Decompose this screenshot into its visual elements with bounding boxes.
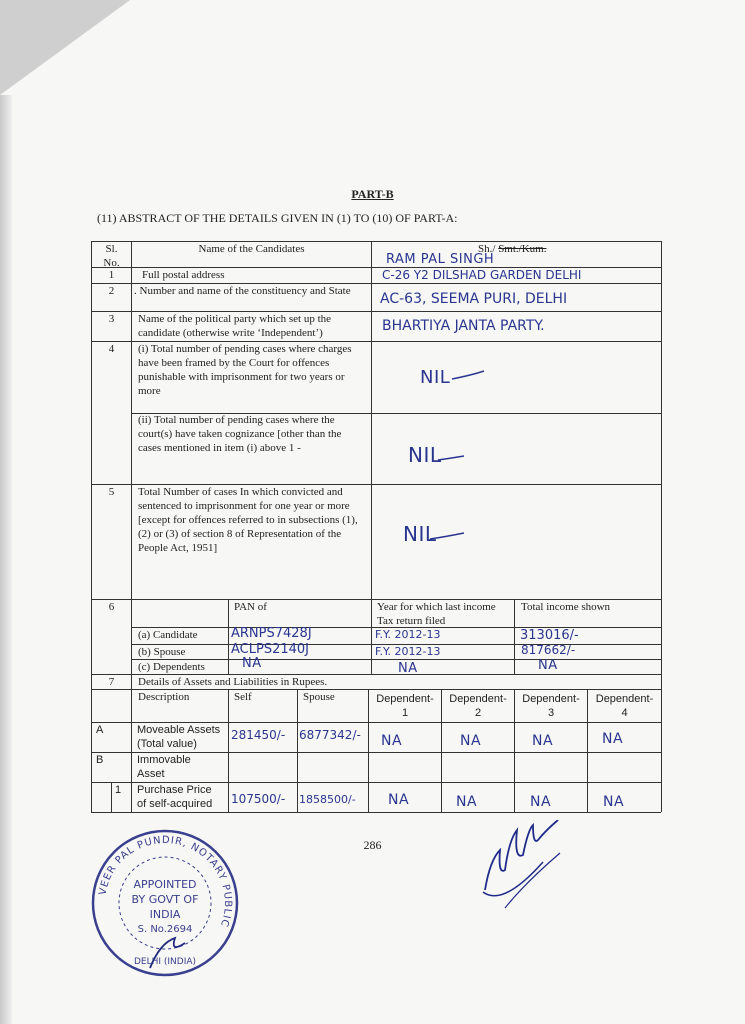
assets-col-dependent-2: Dependent- 2 bbox=[449, 693, 507, 719]
asset-row-description: Immovable Asset bbox=[137, 754, 191, 780]
svg-text:APPOINTED: APPOINTED bbox=[133, 878, 197, 891]
asset-row-subnumber: 1 bbox=[115, 784, 122, 796]
income-value: 817662/- bbox=[521, 643, 576, 657]
asset-row-description: Moveable Assets (Total value) bbox=[137, 724, 221, 750]
title-prefix: Sh./ Smt./Kum. bbox=[478, 243, 547, 255]
asset-value-self: 107500/- bbox=[231, 792, 286, 806]
row-label: (i) Total number of pending cases where charges have been framed by the Court for offences punishable with imprisonment for two years or more bbox=[138, 343, 352, 397]
assets-col-dependent-3: Dependent- 3 bbox=[522, 693, 580, 719]
part-title: PART-B bbox=[351, 187, 394, 201]
row-label: Full postal address bbox=[142, 269, 225, 281]
pan-row-label: (c) Dependents bbox=[138, 661, 205, 673]
pan-value: NA bbox=[242, 656, 262, 671]
row-number: 4 bbox=[108, 343, 115, 355]
pan-row-label: (a) Candidate bbox=[138, 629, 198, 641]
pan-row-label: (b) Spouse bbox=[138, 646, 186, 658]
row-label: . Number and name of the constituency and State bbox=[134, 285, 351, 297]
row-label: Total Number of cases In which convicted and sentenced to imprisonment for one year or more [except for offences referred to in subsections (1), (2) or (3) of section 8 of Representation of the People Act, 1951] bbox=[138, 486, 358, 554]
asset-value-dependent-3: NA bbox=[530, 794, 552, 810]
asset-row-description: Purchase Price of self-acquired bbox=[137, 784, 213, 810]
svg-text:INDIA: INDIA bbox=[149, 908, 181, 921]
tax-year-value: NA bbox=[398, 661, 418, 676]
row-label: (ii) Total number of pending cases where the court(s) have taken cognizance [other than the cases mentioned in item (i) above 1 - bbox=[138, 414, 342, 454]
signature bbox=[475, 820, 565, 910]
tax-year-header: Year for which last income Tax return filed bbox=[377, 601, 496, 627]
asset-value-spouse: 6877342/- bbox=[299, 728, 361, 742]
asset-value-dependent-1: NA bbox=[388, 792, 410, 808]
page-number: 286 bbox=[363, 838, 382, 852]
assets-col-description: Description bbox=[138, 691, 190, 703]
asset-row-letter: A bbox=[96, 724, 104, 736]
abstract-heading: (11) ABSTRACT OF THE DETAILS GIVEN IN (1) TO (10) OF PART-A: bbox=[97, 211, 458, 225]
postal-address-value: C-26 Y2 DILSHAD GARDEN DELHI bbox=[382, 268, 582, 282]
svg-text:S. No.2694: S. No.2694 bbox=[137, 924, 193, 935]
asset-value-dependent-4: NA bbox=[602, 731, 624, 747]
assets-col-self: Self bbox=[234, 691, 252, 703]
tax-year-value: F.Y. 2012-13 bbox=[375, 645, 441, 658]
pan-header: PAN of bbox=[234, 601, 267, 613]
convicted-cases-value: NIL bbox=[403, 522, 437, 546]
svg-text:DELHI (INDIA): DELHI (INDIA) bbox=[133, 957, 197, 967]
name-column-header: Name of the Candidates bbox=[198, 243, 305, 255]
svg-text:BY GOVT OF: BY GOVT OF bbox=[131, 893, 199, 906]
income-value: 313016/- bbox=[520, 628, 579, 643]
svg-text:VEER PAL PUNDIR, NOTARY PUBLIC: VEER PAL PUNDIR, NOTARY PUBLIC bbox=[97, 834, 234, 929]
row-number: 7 bbox=[108, 676, 115, 688]
row-number: 2 bbox=[108, 285, 115, 297]
asset-value-spouse: 1858500/- bbox=[299, 793, 356, 806]
row-number: 3 bbox=[108, 313, 115, 325]
sl-no-header: Sl. No. bbox=[103, 243, 120, 269]
assets-col-spouse: Spouse bbox=[303, 691, 335, 703]
pan-value: ACLPS2140J bbox=[231, 642, 309, 657]
assets-col-dependent-1: Dependent- 1 bbox=[376, 693, 434, 719]
asset-value-dependent-2: NA bbox=[460, 733, 482, 749]
constituency-value: AC-63, SEEMA PURI, DELHI bbox=[380, 291, 568, 307]
asset-row-letter: B bbox=[96, 754, 104, 766]
assets-heading: Details of Assets and Liabilities in Rupees. bbox=[138, 676, 328, 688]
row-number: 5 bbox=[108, 486, 115, 498]
cognizance-cases-value: NIL bbox=[408, 443, 442, 467]
row-label: Name of the political party which set up the candidate (otherwise write ‘Independent’) bbox=[138, 313, 332, 339]
asset-value-dependent-3: NA bbox=[532, 733, 554, 749]
asset-value-dependent-2: NA bbox=[456, 794, 478, 810]
asset-value-self: 281450/- bbox=[231, 728, 286, 742]
tax-year-value: F.Y. 2012-13 bbox=[375, 628, 441, 641]
notary-stamp bbox=[90, 828, 240, 978]
pending-cases-value: NIL bbox=[420, 367, 451, 388]
candidate-name: RAM PAL SINGH bbox=[386, 252, 495, 267]
row-number: 6 bbox=[108, 601, 115, 613]
asset-value-dependent-1: NA bbox=[381, 733, 403, 749]
asset-value-dependent-4: NA bbox=[603, 794, 625, 810]
party-value: BHARTIYA JANTA PARTY. bbox=[382, 318, 545, 334]
row-number: 1 bbox=[108, 269, 115, 281]
income-value: NA bbox=[538, 658, 558, 673]
income-header: Total income shown bbox=[521, 601, 611, 613]
assets-col-dependent-4: Dependent- 4 bbox=[595, 693, 654, 719]
pan-value: ARNPS7428J bbox=[231, 626, 312, 641]
